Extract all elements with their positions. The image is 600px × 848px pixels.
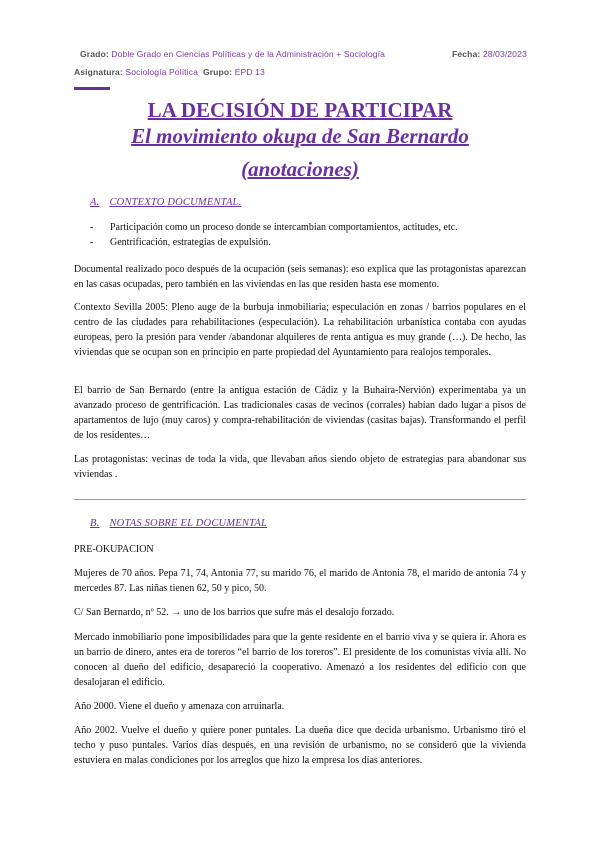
fecha-line: Fecha: 28/03/2023 [452,49,527,59]
paragraph: Mercado inmobiliario pone imposibilidades para que la gente residente en el barrio viva y se quiera ir. Ahora es un barrio de dinero, antes era de toreros “el barrio de los toreros”. El presidente de los comunistas vivía allí. No conocen al dueño del edificio, desapareció la cooperativo. Amenazó a los residentes del edificio con que desalojaran el edificio. [74,632,526,688]
section-b-title: NOTAS SOBRE EL DOCUMENTAL [109,518,268,529]
grado-label: Grado [80,49,106,59]
document-subtitle-note: (anotaciones) [241,157,359,181]
grupo-label: Grupo [202,67,230,77]
asignatura-line: Asignatura: Sociología Política Grupo: EPD 13 [74,67,265,77]
grado-value: Doble Grado en Ciencias Políticas y de la Administración + Sociología [111,49,385,59]
fecha-label: Fecha [452,49,478,59]
grupo-value: EPD 13 [234,67,265,77]
paragraph: Mujeres de 70 años. Pepa 71, 74, Antonia 77, su marido 76, el marido de Antonia 78, el marido de antonia 74 y mercedes 87. Las niñas tienen 62, 50 y pico, 50. [74,568,526,594]
header-accent-rule [74,87,110,90]
paragraph: El barrio de San Bernardo (entre la antigua estación de Cádiz y la Buhaira-Nervión) experimentaba ya un avanzado proceso de gentrificación. Las tradicionales casas de vecinos (corrales) habían dado lugar a pisos de apartamentos de lujo (muy caros) y compra-rehabilitación de viviendas (casitas bajas). Transformando el perfil de los residentes… [74,385,526,441]
section-a-title: CONTEXTO DOCUMENTAL. [109,197,242,208]
paragraph: C/ San Bernardo, nº 52. → uno de los barrios que sufre más el desalojo forzado. [74,607,395,618]
document-subtitle: El movimiento okupa de San Bernardo [131,124,469,148]
paragraph: Año 2000. Viene el dueño y amenaza con arruinarla. [74,701,285,712]
document-title: LA DECISIÓN DE PARTICIPAR [147,98,453,122]
fecha-value: 28/03/2023 [482,49,527,59]
bullet-item: - Participación como un proceso donde se intercambian comportamientos, actitudes, etc. [90,222,458,233]
paragraph: Las protagonistas: vecinas de toda la vida, que llevaban años siendo objeto de estrategias para abandonar sus viviendas . [74,454,526,480]
section-divider [74,499,526,500]
paragraph: Documental realizado poco después de la ocupación (seis semanas): eso explica que las protagonistas aparezcan en las casas ocupadas, pero también en las viviendas en las que residen hasta ese momento. [74,264,526,290]
section-a-letter: A. [90,197,100,208]
asignatura-value: Sociología Política [125,67,198,77]
bullet-item: - Gentrificación, estrategias de expulsión. [90,237,271,248]
section-b-heading [90,518,267,529]
grado-line: Grado: Doble Grado en Ciencias Políticas y de la Administración + Sociología [80,49,385,59]
section-b-letter: B. [90,518,100,529]
section-a-heading [90,197,241,208]
paragraph: Año 2002. Vuelve el dueño y quiere poner puntales. La dueña dice que decida urbanismo. Urbanismo tiró el techo y puso puntales. Varios días después, en una revisión de urbanismo, no se consideró que la vivienda estuviera en malas condiciones por los arreglos que hizo la empresa los días anteriores. [74,725,526,766]
asignatura-label: Asignatura [74,67,120,77]
paragraph: PRE-OKUPACION [74,544,154,555]
paragraph: Contexto Sevilla 2005: Pleno auge de la burbuja inmobiliaria; especulación en zonas / barrios populares en el centro de las ciudades para rehabilitaciones (especulación). La rehabilitación urbanística contaba con ayudas europeas, pero la presión para vender /abandonar alquileres de renta antigua es muy grande (…). De hecho, las viviendas que se ocupan son en principio en parte propiedad del Ayuntamiento para realojos temporales. [74,302,526,358]
